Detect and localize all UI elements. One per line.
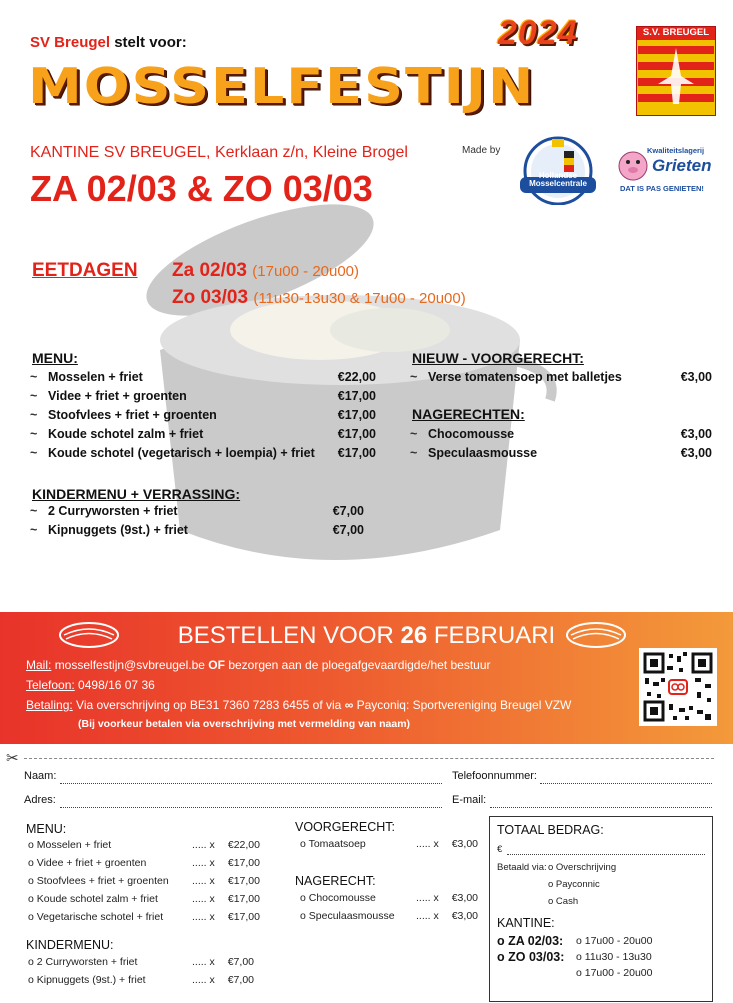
eetdag-2-day: Zo 03/03 bbox=[172, 287, 249, 308]
payconiq-qr-code[interactable] bbox=[639, 648, 717, 726]
paid-option[interactable]: o Overschrijving bbox=[548, 862, 617, 873]
dessert-heading: NAGERECHTEN: bbox=[412, 406, 525, 422]
form-menu-item[interactable]: o Mosselen + friet ..... x €22,00 bbox=[28, 839, 260, 851]
grieten-tagline: DAT IS PAS GENIETEN! bbox=[620, 184, 704, 193]
eetdagen-heading: EETDAGEN bbox=[32, 260, 138, 281]
made-by-label: Made by bbox=[462, 145, 501, 156]
paid-option[interactable]: o Payconnic bbox=[548, 879, 600, 890]
starter-list bbox=[410, 370, 712, 389]
order-deadline: BESTELLEN VOOR 26 FEBRUARI bbox=[177, 622, 556, 649]
intro-org: SV Breugel bbox=[30, 34, 111, 51]
form-starter-item[interactable]: o Tomaatsoep ..... x €3,00 bbox=[300, 838, 478, 850]
eetdag-2-time: (11u30-13u30 & 17u00 - 20u00) bbox=[253, 290, 466, 307]
slot-time[interactable]: o 17u00 - 20u00 bbox=[576, 967, 653, 979]
menu-heading: MENU: bbox=[32, 350, 78, 366]
eetdag-1 bbox=[172, 260, 359, 282]
event-dates: ZA 02/03 & ZO 03/03 bbox=[30, 168, 373, 209]
payment-rest: Payconiq: Sportvereniging Breugel VZW bbox=[356, 698, 572, 712]
form-address-label: Adres: bbox=[24, 794, 56, 806]
order-phone-line bbox=[26, 678, 155, 692]
menu-item: ~ Koude schotel zalm + friet €17,00 bbox=[30, 427, 376, 441]
mail-rest: bezorgen aan de ploegafgevaardigde/het bestuur bbox=[228, 658, 491, 672]
name-field[interactable] bbox=[60, 782, 442, 784]
mail-or: OF bbox=[208, 658, 225, 672]
payconiq-icon: ∞ bbox=[344, 698, 354, 712]
order-mail-line bbox=[26, 658, 491, 672]
phone-field[interactable] bbox=[540, 782, 712, 784]
event-title: MOSSELFESTIJN bbox=[28, 58, 536, 115]
form-kids-item[interactable]: o Kipnuggets (9st.) + friet ..... x €7,00 bbox=[28, 974, 254, 986]
total-euro: € bbox=[497, 844, 503, 855]
phone-number: 0498/16 07 36 bbox=[78, 678, 155, 692]
venue: KANTINE SV BREUGEL, Kerklaan z/n, Kleine Brogel bbox=[30, 144, 408, 161]
form-kids-item[interactable]: o 2 Curryworsten + friet ..... x €7,00 bbox=[28, 956, 254, 968]
form-menu-list bbox=[28, 839, 260, 929]
eetdag-1-time: (17u00 - 20u00) bbox=[252, 263, 360, 280]
form-starter-list bbox=[300, 838, 478, 856]
form-starter-heading: VOORGERECHT: bbox=[295, 820, 396, 834]
kids-menu-list bbox=[30, 504, 364, 542]
form-kids-list bbox=[28, 956, 254, 992]
address-field[interactable] bbox=[60, 806, 442, 808]
dessert-item: ~ Speculaasmousse €3,00 bbox=[410, 446, 712, 460]
phone-label: Telefoon: bbox=[26, 678, 75, 692]
shield-text: S.V. BREUGEL bbox=[642, 27, 710, 38]
total-amount-field[interactable] bbox=[507, 853, 705, 855]
menu-item: ~ Koude schotel (vegetarisch + loempia) + friet €17,00 bbox=[30, 446, 376, 460]
club-shield-logo bbox=[636, 26, 716, 116]
starter-item: ~ Verse tomatensoep met balletjes €3,00 bbox=[410, 370, 712, 384]
payment-text: Via overschrijving op BE31 7360 7283 6455 of via bbox=[76, 698, 342, 712]
kids-menu-heading: KINDERMENU + VERRASSING: bbox=[32, 486, 241, 502]
slot-day[interactable]: o ZA 02/03: bbox=[497, 934, 564, 948]
form-menu-item[interactable]: o Stoofvlees + friet + groenten ..... x €17,00 bbox=[28, 875, 260, 887]
form-dessert-list bbox=[300, 892, 478, 928]
mosselcentrale-logo bbox=[512, 133, 604, 205]
menu-item: ~ Stoofvlees + friet + groenten €17,00 bbox=[30, 408, 376, 422]
total-heading: TOTAAL BEDRAG: bbox=[497, 823, 604, 837]
form-dessert-item[interactable]: o Chocomousse ..... x €3,00 bbox=[300, 892, 478, 904]
intro-rest: stelt voor: bbox=[114, 34, 187, 51]
form-dessert-item[interactable]: o Speculaasmousse ..... x €3,00 bbox=[300, 910, 478, 922]
email-field[interactable] bbox=[490, 806, 712, 808]
form-email-label: E-mail: bbox=[452, 794, 487, 806]
form-name-label: Naam: bbox=[24, 770, 57, 782]
grieten-name: Grieten bbox=[652, 156, 712, 175]
dessert-list bbox=[410, 427, 712, 465]
form-menu-item[interactable]: o Vegetarische schotel + friet ..... x €17,00 bbox=[28, 911, 260, 923]
mail-label: Mail: bbox=[26, 658, 52, 672]
menu-item: ~ Videe + friet + groenten €17,00 bbox=[30, 389, 376, 403]
event-year: 2024 bbox=[498, 14, 578, 52]
form-menu-heading: MENU: bbox=[26, 822, 67, 836]
cut-line bbox=[24, 758, 714, 759]
scissors-icon: ✂ bbox=[6, 750, 19, 767]
slot-day[interactable]: o ZO 03/03: bbox=[497, 950, 565, 964]
starter-heading: NIEUW - VOORGERECHT: bbox=[412, 350, 584, 366]
eetdag-2 bbox=[172, 287, 466, 309]
form-phone-label: Telefoonnummer: bbox=[452, 770, 537, 782]
slot-time[interactable]: o 11u30 - 13u30 bbox=[576, 951, 652, 963]
payment-label: Betaling: bbox=[26, 698, 73, 712]
mosselcentrale-text: Hollandse Mosselcentrale bbox=[529, 171, 587, 188]
form-dessert-heading: NAGERECHT: bbox=[295, 874, 376, 888]
kantine-heading: KANTINE: bbox=[497, 916, 555, 930]
form-kids-heading: KINDERMENU: bbox=[26, 938, 114, 952]
grieten-top: Kwaliteitslagerij bbox=[647, 146, 705, 155]
paid-option[interactable]: o Cash bbox=[548, 896, 579, 907]
menu-list bbox=[30, 370, 376, 465]
dessert-item: ~ Chocomousse €3,00 bbox=[410, 427, 712, 441]
intro-line bbox=[30, 34, 187, 51]
payment-note: (Bij voorkeur betalen via overschrijving met vermelding van naam) bbox=[78, 718, 411, 730]
order-payment-line bbox=[26, 698, 571, 712]
eetdag-1-day: Za 02/03 bbox=[172, 260, 247, 281]
kids-item: ~ Kipnuggets (9st.) + friet €7,00 bbox=[30, 523, 364, 537]
form-menu-item[interactable]: o Videe + friet + groenten ..... x €17,00 bbox=[28, 857, 260, 869]
paid-via-label: Betaald via: bbox=[497, 862, 547, 873]
mail-address[interactable]: mosselfestijn@svbreugel.be bbox=[54, 658, 205, 672]
slot-time[interactable]: o 17u00 - 20u00 bbox=[576, 935, 653, 947]
kids-item: ~ 2 Curryworsten + friet €7,00 bbox=[30, 504, 364, 518]
menu-item: ~ Mosselen + friet €22,00 bbox=[30, 370, 376, 384]
form-menu-item[interactable]: o Koude schotel zalm + friet ..... x €17,00 bbox=[28, 893, 260, 905]
